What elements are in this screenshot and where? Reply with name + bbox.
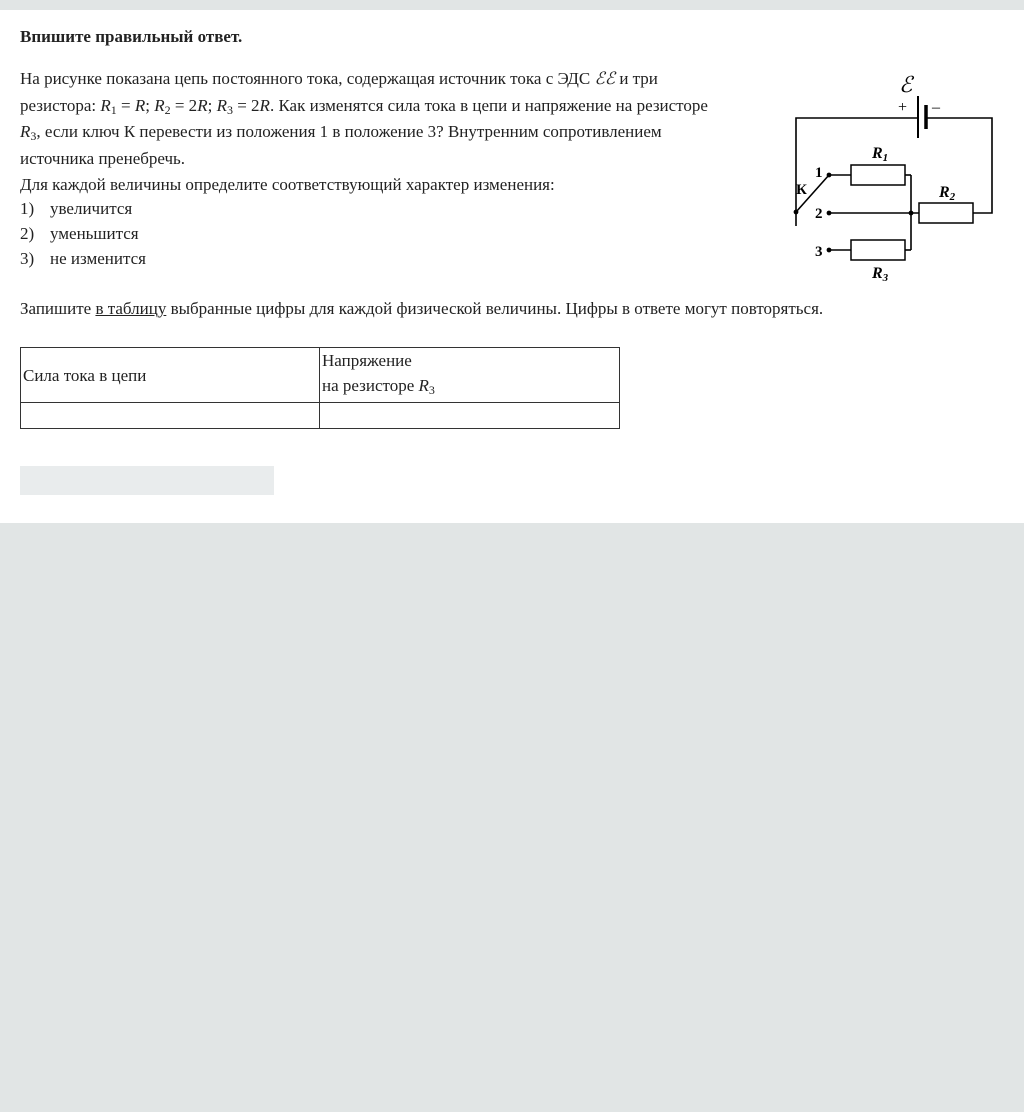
r3-symbol: R (216, 95, 227, 115)
circuit-diagram (784, 66, 1010, 286)
r1-symbol: R (100, 95, 111, 115)
r2-label: R2 (939, 184, 956, 203)
task-card (0, 10, 1024, 523)
answer-table (20, 347, 620, 429)
r1-label: R1 (872, 145, 889, 164)
table-link[interactable]: в таблицу (95, 299, 167, 318)
resistor-r2 (919, 203, 973, 223)
r3-label: R3 (872, 265, 889, 284)
resistor-r3 (851, 240, 905, 260)
problem-line-2: резистора: $R_1 = R$; $R_2 = 2R$; $R_3 = 2R$. Как изменятся сила тока в цепи и напряжение на резисторе (20, 95, 708, 117)
key-label: К (796, 182, 807, 198)
battery-plus-label: + (898, 99, 908, 116)
options-list (20, 196, 146, 271)
list-item: 2) уменьшится (20, 224, 139, 243)
problem-line-1: На рисунке показана цепь постоянного тока, содержащая источник тока с ЭДС ℰℰ и три (20, 69, 658, 88)
resistor-r1 (851, 165, 905, 185)
r2-symbol: R (154, 95, 165, 115)
battery-minus-label: – (932, 99, 940, 116)
answer-cell-voltage[interactable] (320, 403, 620, 429)
submit-placeholder-bar[interactable] (20, 466, 274, 495)
list-item: 3) не изменится (20, 249, 146, 268)
node-junction (909, 211, 914, 216)
instruction-text: Запишите в таблицу выбранные цифры для каждой физической величины. Цифры в ответе могут повторяться. (20, 299, 824, 318)
emf-symbol: ℰℰ (594, 69, 616, 88)
wire-top-right (926, 118, 992, 213)
node-key (794, 210, 799, 215)
column-header-current: Сила тока в цепи (21, 348, 320, 403)
answer-cell-current[interactable] (21, 403, 320, 429)
position-3-label: 3 (815, 244, 823, 260)
problem-text (20, 66, 776, 199)
contact-2 (827, 211, 832, 216)
problem-line-4: источника пренебречь. (20, 148, 186, 168)
position-1-label: 1 (815, 165, 823, 181)
problem-line-5: Для каждой величины определите соответствующий характер изменения: (20, 175, 555, 194)
contact-3 (827, 248, 832, 253)
list-item: 1) увеличится (20, 199, 133, 218)
column-header-voltage: Напряжение на резисторе $R_3$ (320, 348, 620, 403)
contact-1 (827, 173, 832, 178)
position-2-label: 2 (815, 206, 823, 222)
task-heading: Впишите правильный ответ. (20, 27, 243, 46)
battery-emf-label: ℰ (899, 72, 913, 97)
problem-line-3: $R_3$, если ключ К перевести из положения 1 в положение 3? Внутренним сопротивлением (20, 122, 662, 143)
